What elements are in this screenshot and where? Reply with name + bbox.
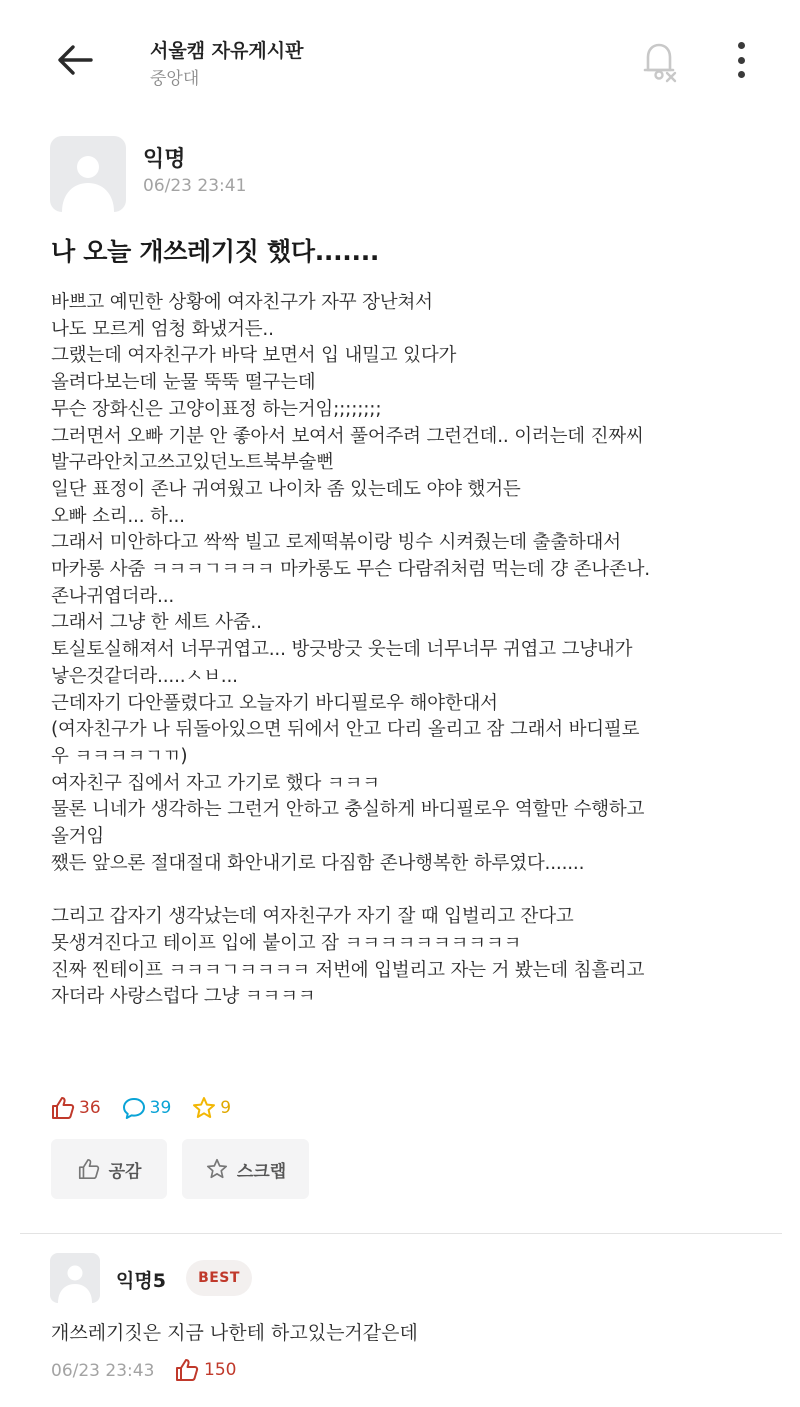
post-body-line: 자더라 사랑스럽다 그냥 ㅋㅋㅋㅋ bbox=[51, 986, 316, 1008]
post-author: 익명 bbox=[143, 147, 186, 172]
post-body-line: 근데자기 다안풀렸다고 오늘자기 바디필로우 해야한대서 bbox=[51, 692, 498, 714]
scrap-button-label: 스크랩 bbox=[236, 1161, 287, 1182]
like-count bbox=[50, 1095, 101, 1121]
author-avatar bbox=[50, 136, 126, 212]
scrap-count-value: 9 bbox=[220, 1098, 232, 1118]
star-icon bbox=[205, 1157, 229, 1181]
thumbs-up-icon bbox=[50, 1095, 76, 1121]
post-stats bbox=[50, 1093, 251, 1123]
post-body-line: 그리고 갑자기 생각났는데 여자친구가 자기 잘 때 입벌리고 잔다고 bbox=[51, 906, 574, 928]
default-avatar-icon bbox=[50, 136, 126, 212]
more-options-button[interactable] bbox=[726, 38, 756, 82]
comment-count-value: 39 bbox=[149, 1098, 172, 1118]
post-body-line: 여자친구 집에서 자고 가기로 했다 ㅋㅋㅋ bbox=[51, 772, 380, 794]
default-avatar-icon bbox=[50, 1253, 100, 1303]
like-button[interactable] bbox=[51, 1139, 167, 1199]
scrap-count bbox=[191, 1095, 231, 1121]
comment-text: 개쓰레기짓은 지금 나한테 하고있는거같은데 bbox=[51, 1322, 418, 1344]
post-body-line: 마카롱 사줌 ㅋㅋㅋㄱㅋㅋㅋ 마카롱도 무슨 다람쥐처럼 먹는데 걍 존나존나. bbox=[51, 559, 650, 581]
post-body-line: 일단 표정이 존나 귀여웠고 나이차 좀 있는데도 야야 했거든 bbox=[51, 478, 521, 500]
star-icon bbox=[191, 1095, 217, 1121]
notification-toggle-button[interactable] bbox=[634, 36, 684, 84]
post-body-line: 그래서 그냥 한 세트 사줌.. bbox=[51, 612, 262, 634]
comment-like-count: 150 bbox=[204, 1360, 237, 1380]
dot bbox=[738, 42, 745, 49]
bell-off-icon bbox=[634, 36, 684, 84]
post-body-line: 바쁘고 예민한 상황에 여자친구가 자꾸 장난쳐서 bbox=[51, 292, 433, 313]
post-title: 나 오늘 개쓰레기짓 했다....... bbox=[51, 237, 380, 266]
post-body-line: 나도 모르게 엄청 화냈거든.. bbox=[51, 318, 274, 340]
post-body-line: 그랬는데 여자친구가 바닥 보면서 입 내밀고 있다가 bbox=[51, 345, 457, 367]
scrap-button[interactable] bbox=[182, 1139, 309, 1199]
dot bbox=[738, 57, 745, 64]
post-body-line: (여자친구가 나 뒤돌아있으면 뒤에서 안고 다리 올리고 잠 그래서 바디필로 bbox=[51, 719, 640, 741]
comment-count bbox=[121, 1095, 172, 1121]
post-body-line: 낳은것같더라.....ㅅㅂ... bbox=[51, 665, 238, 687]
post-date: 06/23 23:41 bbox=[143, 176, 247, 196]
post-body-line: 올거임 bbox=[51, 826, 105, 848]
dot bbox=[738, 71, 745, 78]
thumbs-up-icon bbox=[174, 1357, 200, 1383]
post-body-line: 오빠 소리... 하... bbox=[51, 505, 185, 527]
back-button[interactable] bbox=[50, 38, 100, 82]
thumbs-up-icon bbox=[77, 1157, 101, 1181]
divider bbox=[20, 1233, 782, 1234]
speech-bubble-icon bbox=[121, 1095, 147, 1121]
post-body-line: 존나귀엽더라... bbox=[51, 585, 175, 607]
best-badge: BEST bbox=[186, 1260, 252, 1296]
post-body-line: 그래서 미안하다고 싹싹 빌고 로제떡볶이랑 빙수 시켜줬는데 출출하대서 bbox=[51, 532, 621, 554]
arrow-left-icon bbox=[55, 43, 95, 77]
post-body-line: 올려다보는데 눈물 뚝뚝 떨구는데 bbox=[51, 372, 316, 394]
board-title: 서울캠 자유게시판 bbox=[150, 40, 304, 62]
comment-author: 익명5 bbox=[116, 1270, 166, 1292]
post-body-line: 진짜 찐테이프 ㅋㅋㅋㄱㅋㅋㅋㅋ 저번에 입벌리고 자는 거 봤는데 침흘리고 bbox=[51, 959, 645, 981]
post-body-line: 그러면서 오빠 기분 안 좋아서 보여서 풀어주려 그런건데.. 이러는데 진짜씨 bbox=[51, 425, 644, 447]
app-header bbox=[0, 0, 800, 110]
post-body-line: 못생겨진다고 테이프 입에 붙이고 잠 ㅋㅋㅋㅋㅋㅋㅋㅋㅋㅋ bbox=[51, 932, 522, 954]
comment-avatar bbox=[50, 1253, 100, 1303]
post-body-line: 발구라안치고쓰고있던노트북부술뻔 bbox=[51, 452, 334, 474]
like-count-value: 36 bbox=[79, 1098, 101, 1118]
post-body-line: 우 ㅋㅋㅋㅋㄱㄲ) bbox=[51, 745, 188, 767]
post-body-line: 토실토실해져서 너무귀엽고... 방긋방긋 웃는데 너무너무 귀엽고 그냥내가 bbox=[51, 639, 633, 661]
post-body bbox=[51, 290, 781, 1011]
post-body-line: 무슨 장화신은 고양이표정 하는거임;;;;;;;; bbox=[51, 398, 382, 420]
comment-like-button[interactable] bbox=[174, 1357, 236, 1383]
comment-date: 06/23 23:43 bbox=[51, 1361, 155, 1381]
like-button-label: 공감 bbox=[108, 1161, 142, 1182]
post-body-line bbox=[51, 877, 781, 904]
post-body-line: 쨌든 앞으론 절대절대 화안내기로 다짐함 존나행복한 하루였다....... bbox=[51, 852, 585, 874]
post-body-line: 물론 니네가 생각하는 그런거 안하고 충실하게 바디필로우 역할만 수행하고 bbox=[51, 799, 645, 821]
school-name: 중앙대 bbox=[150, 69, 200, 89]
